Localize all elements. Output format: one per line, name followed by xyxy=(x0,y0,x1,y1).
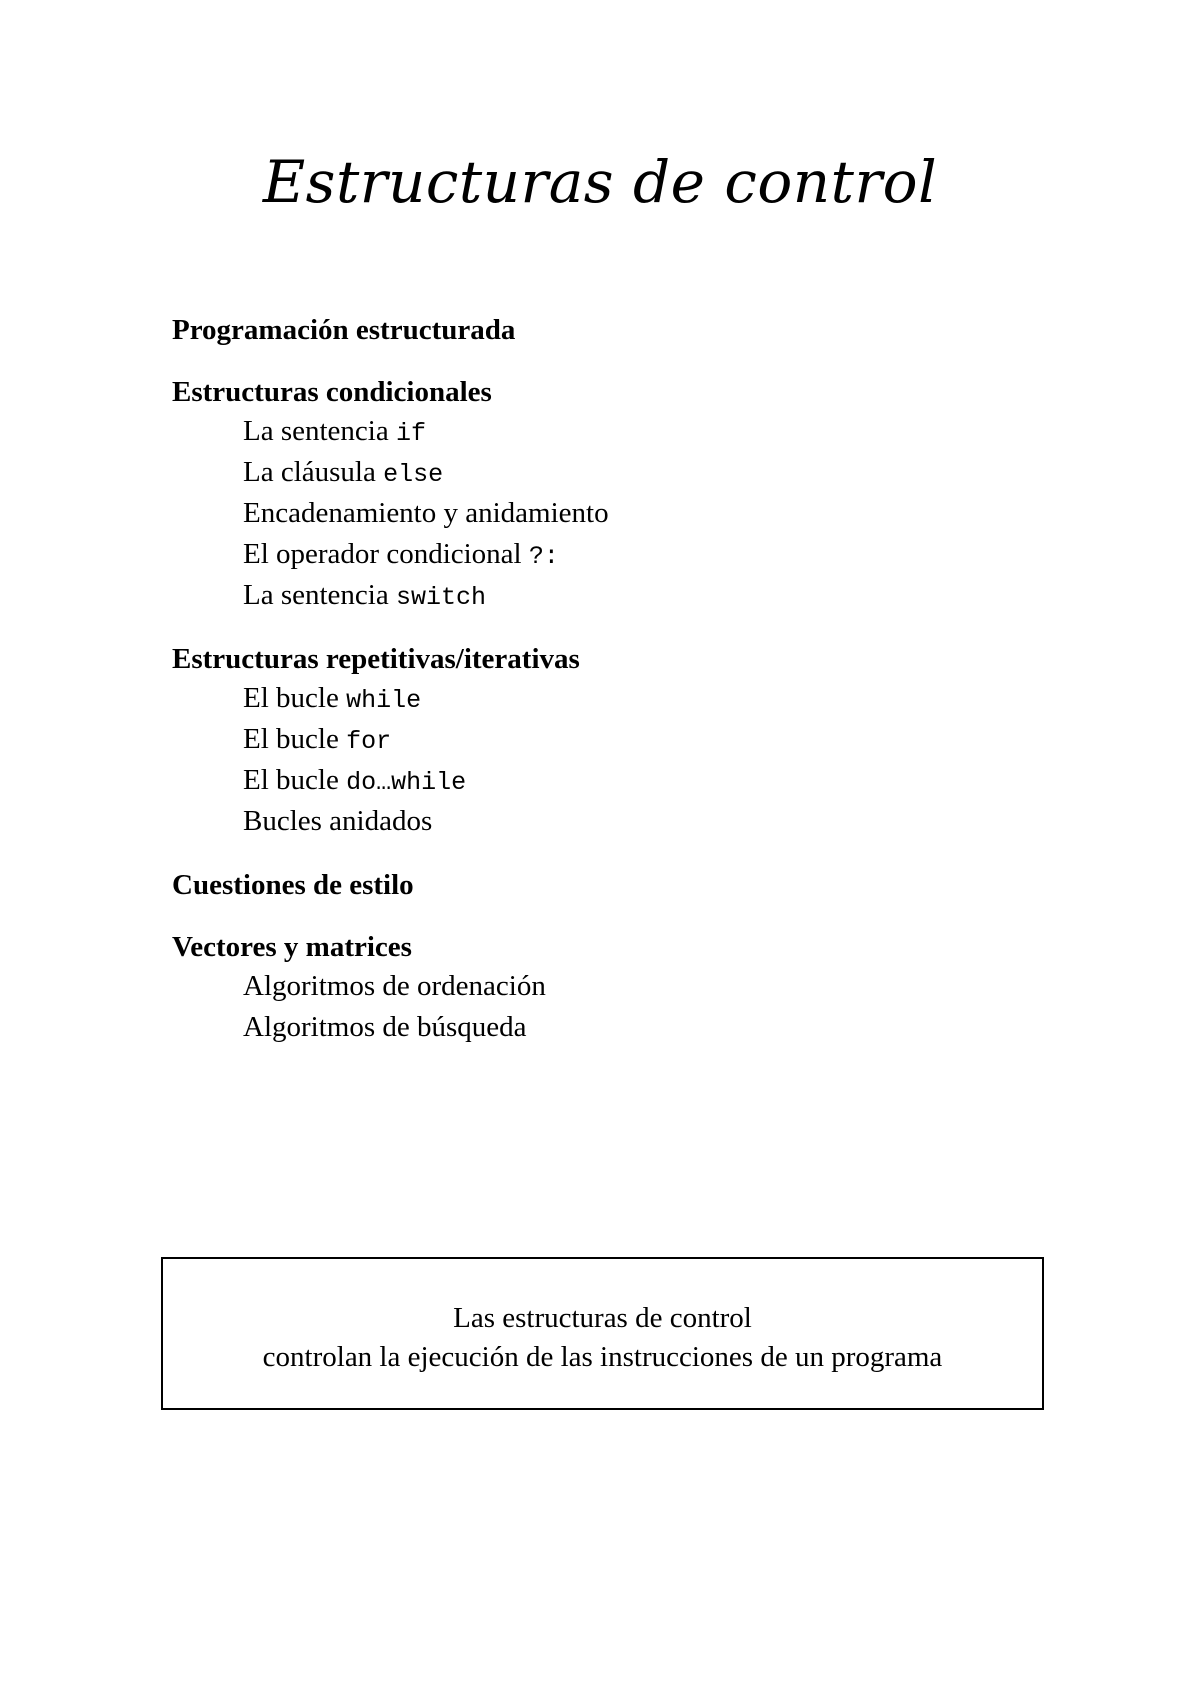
list-item xyxy=(243,412,1072,453)
list-item xyxy=(243,453,1072,494)
item-text: La sentencia xyxy=(243,415,396,447)
note-line-1: Las estructuras de control xyxy=(453,1302,752,1334)
item-text: La sentencia xyxy=(243,579,396,611)
section-estructuras-repetitivas xyxy=(172,639,1072,843)
list-item xyxy=(243,494,1072,535)
list-item xyxy=(243,576,1072,617)
item-text: El operador condicional xyxy=(243,538,529,570)
item-code: if xyxy=(395,419,426,448)
note-line-2: controlan la ejecución de las instrucciones de un programa xyxy=(262,1341,943,1373)
list-item xyxy=(243,679,1072,720)
list-item xyxy=(243,1008,1072,1049)
section-heading: Programación estructurada xyxy=(172,314,516,346)
item-text: Algoritmos de búsqueda xyxy=(243,1011,527,1043)
section-heading: Cuestiones de estilo xyxy=(172,869,414,901)
item-code: else xyxy=(383,460,444,489)
list-item xyxy=(243,967,1072,1008)
list-item xyxy=(243,761,1072,802)
item-text: El bucle xyxy=(243,764,347,796)
item-text: El bucle xyxy=(243,682,347,714)
item-text: Algoritmos de ordenación xyxy=(243,970,546,1002)
list-item xyxy=(243,535,1072,576)
table-of-contents xyxy=(172,310,1072,1071)
item-code: while xyxy=(346,686,422,715)
item-text: El bucle xyxy=(243,723,347,755)
item-code: do…while xyxy=(346,768,467,797)
list-item xyxy=(243,720,1072,761)
section-programacion-estructurada xyxy=(172,310,1072,350)
section-estructuras-condicionales xyxy=(172,372,1072,617)
section-vectores-y-matrices xyxy=(172,927,1072,1049)
list-item xyxy=(243,802,1072,843)
item-text: Encadenamiento y anidamiento xyxy=(243,497,609,529)
item-text: Bucles anidados xyxy=(243,805,433,837)
item-code: for xyxy=(346,727,392,756)
item-text: La cláusula xyxy=(243,456,384,488)
page-title: Estructuras de control xyxy=(262,148,938,216)
section-heading: Vectores y matrices xyxy=(172,931,412,963)
summary-note-box xyxy=(161,1257,1044,1410)
item-code: ?: xyxy=(528,542,559,571)
item-code: switch xyxy=(395,583,486,612)
section-heading: Estructuras repetitivas/iterativas xyxy=(172,643,580,675)
section-heading: Estructuras condicionales xyxy=(172,376,492,408)
section-cuestiones-de-estilo xyxy=(172,865,1072,905)
